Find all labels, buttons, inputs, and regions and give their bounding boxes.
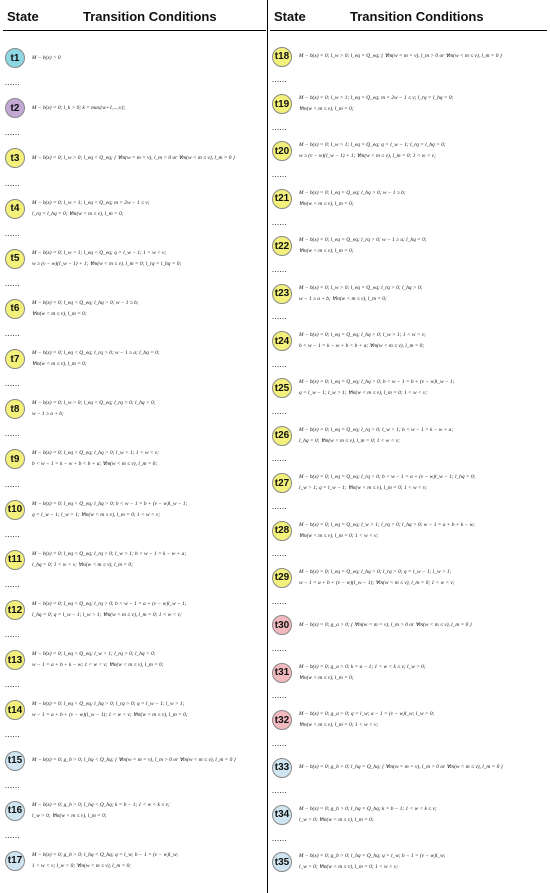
state-row-t12 xyxy=(3,588,266,638)
condition-line: M − b(x) = 0; l_eq < Q_eq; l_hq > 0; l_w > 1; 1 < w < v; xyxy=(32,450,159,457)
condition-line: M − b(x) = 0; l_eq < Q_eq; l_rq > 0; w − 1 ≥ a; l_hq = 0; xyxy=(32,350,160,357)
condition-line: M − b(x) = 0; l_eq < Q_eq; l_hq > 0; w − 1 ≥ b; xyxy=(32,299,139,306)
state-row-t26 xyxy=(270,415,547,462)
row-separator-dots: ...... xyxy=(272,407,287,417)
condition-line: M − b(x) = 0; g_b > 0; l_hq = Q_hq; q = l_w; b − 1 = (v − w)l_w; xyxy=(299,853,446,860)
row-separator-dots: ...... xyxy=(272,217,287,227)
row-separator-dots: ...... xyxy=(272,75,287,85)
condition-line: M − b(x) = 0; g_b > 0; l_hq = Q_hq; k = b − 1; 1 < w < k ≤ v; xyxy=(299,805,437,812)
state-row-t6 xyxy=(3,287,266,337)
state-row-t32 xyxy=(270,699,547,746)
state-badge: t14 xyxy=(5,700,25,720)
condition-line: ∀m(w < m ≤ v), l_m = 0; xyxy=(299,200,354,207)
row-separator-dots: ...... xyxy=(5,429,20,439)
condition-line: M − b(x) = 0; l_eq = Q_eq; l_hq > 0; w − 1 ≥ b; xyxy=(299,189,406,196)
condition-line: M − b(x) = 0; l_eq < Q_eq; l_hq > 0; b < w − 1 = b + (v − w)l_w − 1; xyxy=(32,500,188,507)
condition-line: M − b(x) = 0; l_w > 1; l_eq < Q_eq; q = l_w − 1; 1 < w < v; xyxy=(32,249,167,256)
condition-line: ∀m(w < m ≤ v), l_m = 0; xyxy=(299,248,354,255)
state-badge: t25 xyxy=(272,378,292,398)
row-separator-dots: ...... xyxy=(5,830,20,840)
left-header xyxy=(3,0,266,30)
condition-line: ∀m(w < m ≤ v), l_m = 0; xyxy=(32,310,87,317)
state-badge: t18 xyxy=(272,47,292,67)
condition-line: M − b(x) = 0; l_eq = Q_eq; l_rq > 0; b < w − 1 = a + (v − w)l_w − 1; l_hq = 0; xyxy=(299,474,476,481)
condition-line: l_w > 0; ∀m(w < m ≤ v), l_m = 0; 1 < w < v; xyxy=(299,864,399,871)
column-divider xyxy=(267,0,268,893)
state-badge: t17 xyxy=(5,851,25,871)
state-badge: t16 xyxy=(5,801,25,821)
state-row-t35 xyxy=(270,842,547,889)
state-row-t4 xyxy=(3,187,266,237)
state-row-t29 xyxy=(270,557,547,604)
condition-line: M − b(x) = 0; g_b > 0; l_hq < Q_hq; k = b − 1; 1 < w < k ≤ v; xyxy=(32,801,170,808)
condition-line: w ≥ (v − w)(l_w − 1) + 1; ∀m(w < m ≤ v), l_m = 0; l_rq = l_hq = 0; xyxy=(32,260,182,267)
state-badge: t30 xyxy=(272,615,292,635)
state-badge: t19 xyxy=(272,94,292,114)
row-separator-dots: ...... xyxy=(5,680,20,690)
state-row-t14 xyxy=(3,688,266,738)
state-row-t24 xyxy=(270,320,547,367)
condition-line: M − b(x) = 0; g_b > 0; l_hq < Q_hq; { ∀m(w = m = v), l_m > 0 or ∀m(w < m ≤ v), l_m = 0 } xyxy=(32,757,236,764)
condition-line: M − b(x) = 0; g_b > 0; l_hq < Q_hq; q = l_w; b − 1 = (v − w)l_w; xyxy=(32,851,179,858)
condition-line: w − 1 ≥ a + b; ∀m(w < m ≤ v), l_m = 0; xyxy=(299,295,387,302)
state-badge: t6 xyxy=(5,299,25,319)
right-conditions-header: Transition Conditions xyxy=(350,9,484,24)
row-separator-dots: ...... xyxy=(5,780,20,790)
state-row-t2 xyxy=(3,86,266,136)
condition-line: ∀m(w < m ≤ v), l_m = 0; xyxy=(299,674,354,681)
condition-line: M − b(x) = 0; l_eq = Q_eq; l_rq > 0; w − 1 ≥ a; l_hq = 0; xyxy=(299,237,427,244)
condition-line: M − b(x) = 0; l_w > 1; l_eq = Q_eq; q = l_w − 1; l_rq = l_hq = 0; xyxy=(299,142,446,149)
condition-line: M − b(x) = 0; l_k > 0; k = max{w+1,...,v}; xyxy=(32,104,126,111)
row-separator-dots: ...... xyxy=(272,644,287,654)
state-row-t22 xyxy=(270,226,547,273)
row-separator-dots: ...... xyxy=(272,454,287,464)
state-row-t28 xyxy=(270,510,547,557)
state-badge: t21 xyxy=(272,189,292,209)
state-badge: t27 xyxy=(272,473,292,493)
condition-line: M − b(x) = 0; l_eq < Q_eq; l_w > 1; l_rq > 0; l_hq > 0; xyxy=(32,651,156,658)
header-rule xyxy=(270,30,547,31)
state-row-t34 xyxy=(270,794,547,841)
condition-line: ∀m(w < m ≤ v), l_m = 0; xyxy=(299,106,354,113)
row-separator-dots: ...... xyxy=(272,359,287,369)
state-badge: t2 xyxy=(5,98,25,118)
condition-line: M − b(x) = 0; g_b > 0; l_hq = Q_hq; { ∀m(w = m = v), l_m > 0 or ∀m(w < m ≤ v), l_m = 0 } xyxy=(299,764,503,771)
condition-line: M − b(x) = 0; l_eq = Q_eq; l_hq > 0; l_w > 1; 1 < w < v; xyxy=(299,332,426,339)
condition-line: M − b(x) = 0; l_eq = Q_eq; l_hq > 0; b < w − 1 = b + (v − w)l_w − 1; xyxy=(299,379,455,386)
condition-line: w − 1 = a + b + (v − w)(l_w − 1); ∀m(w < m ≤ v), l_m = 0; 1 < w < v; xyxy=(299,579,455,586)
row-separator-dots: ...... xyxy=(5,228,20,238)
condition-line: l_w > 0; ∀m(w < m ≤ v), l_m = 0; xyxy=(32,812,107,819)
state-row-t3 xyxy=(3,136,266,186)
condition-line: ∀m(w < m ≤ v), l_m = 0; xyxy=(32,361,87,368)
state-badge: t22 xyxy=(272,236,292,256)
state-badge: t3 xyxy=(5,148,25,168)
state-badge: t8 xyxy=(5,399,25,419)
condition-line: w − 1 = a + b + k − w; 1 < w < v; ∀m(w < m ≤ v), l_m = 0; xyxy=(32,662,164,669)
row-separator-dots: ...... xyxy=(272,549,287,559)
row-separator-dots: ...... xyxy=(5,529,20,539)
condition-line: q = l_w − 1; l_w > 1; ∀m(w < m ≤ v), l_m = 0; 1 < w < v; xyxy=(299,390,428,397)
condition-line: M − b(x) = 0; l_eq < Q_eq; l_rq > 0; b < w − 1 = a + (v − w)l_w − 1; xyxy=(32,601,187,608)
state-badge: t32 xyxy=(272,710,292,730)
condition-line: M − b(x) = 0; l_w > 0; l_eq = Q_eq; { ∀m(w = m = v), l_m > 0 or ∀m(w < m ≤ v), l_m = 0 } xyxy=(299,53,502,60)
row-separator-dots: ...... xyxy=(5,730,20,740)
condition-line: l_w > 1; q = l_w − 1; ∀m(w < m ≤ v), l_m = 0; 1 < w < v; xyxy=(299,485,428,492)
condition-line: l_hq = 0; 1 < w < v; ∀m(w < m ≤ v), l_m = 0; xyxy=(32,561,133,568)
state-row-t15 xyxy=(3,738,266,788)
condition-line: M − b(x) = 0; g_a > 0; { ∀m(w = m = v), l_m > 0 or ∀m(w < m ≤ v), l_m = 0 } xyxy=(299,621,472,628)
state-row-t13 xyxy=(3,638,266,688)
condition-line: 1 < w < v; l_w > 0; ∀m(w < m ≤ v), l_m = 0; xyxy=(32,862,132,869)
row-separator-dots: ...... xyxy=(5,329,20,339)
state-badge: t28 xyxy=(272,521,292,541)
condition-line: M − b(x) = 0; l_eq = Q_eq; l_hq > 0; l_rq > 0; q = l_w − 1; l_w > 1; xyxy=(299,568,452,575)
state-badge: t15 xyxy=(5,751,25,771)
state-row-t30 xyxy=(270,605,547,652)
state-row-t1 xyxy=(3,36,266,86)
state-badge: t4 xyxy=(5,199,25,219)
state-badge: t35 xyxy=(272,852,292,872)
condition-line: q = l_w − 1; l_w > 1; ∀m(w < m ≤ v), l_m = 0; 1 < w < v; xyxy=(32,511,161,518)
condition-line: M − b(x) = 0; l_w > 1; l_eq = Q_eq; m = 2w − 1 ≤ v; l_rq = l_hq = 0; xyxy=(299,95,454,102)
state-row-t18 xyxy=(270,36,547,83)
condition-line: l_rq = l_hq = 0; ∀m(w < m ≤ v), l_m = 0; xyxy=(32,210,124,217)
right-header xyxy=(270,0,547,30)
row-separator-dots: ...... xyxy=(5,178,20,188)
right-state-header: State xyxy=(274,9,306,24)
condition-line: ∀m(w < m ≤ v), l_m = 0; 1 < w < v; xyxy=(299,532,379,539)
row-separator-dots: ...... xyxy=(5,128,20,138)
condition-line: M − b(x) = 0; l_w > 0; l_eq < Q_eq; { ∀m(w = m = v), l_m > 0 or ∀m(w < m ≤ v), l_m = 0 } xyxy=(32,154,235,161)
condition-line: M − b(x) = 0; l_eq < Q_eq; l_rq > 0; l_w > 1; b < w − 1 = k − w + a; xyxy=(32,550,187,557)
state-row-t21 xyxy=(270,178,547,225)
row-separator-dots: ...... xyxy=(272,786,287,796)
condition-line: M − b(x) = 0; l_eq = Q_eq; l_rq > 0; l_w > 1; b < w − 1 = k − w + a; xyxy=(299,426,454,433)
row-separator-dots: ...... xyxy=(272,596,287,606)
state-badge: t10 xyxy=(5,500,25,520)
right-column xyxy=(270,0,547,871)
row-separator-dots: ...... xyxy=(272,833,287,843)
row-separator-dots: ...... xyxy=(272,691,287,701)
condition-line: l_hq = 0; ∀m(w < m ≤ v), l_m = 0; 1 < w < v; xyxy=(299,437,400,444)
state-badge: t23 xyxy=(272,284,292,304)
condition-line: ∀m(w < m ≤ v), l_m = 0; 1 < w < v; xyxy=(299,722,379,729)
row-separator-dots: ...... xyxy=(272,501,287,511)
header-rule xyxy=(3,30,266,31)
condition-line: M − b(x) = 0; g_a > 0; q = l_w; a − 1 = (v − w)l_w; l_w > 0; xyxy=(299,711,435,718)
state-badge: t34 xyxy=(272,805,292,825)
row-separator-dots: ...... xyxy=(5,278,20,288)
row-separator-dots: ...... xyxy=(272,170,287,180)
condition-line: M − b(x) = 0; l_w > 1; l_eq < Q_eq; m = 2w − 1 ≤ v; xyxy=(32,199,150,206)
left-state-header: State xyxy=(7,9,39,24)
condition-line: w − 1 = a + b + (v − w)(l_w − 1); 1 < w < v; ∀m(w < m ≤ v), l_m = 0; xyxy=(32,712,188,719)
state-row-t5 xyxy=(3,237,266,287)
row-separator-dots: ...... xyxy=(272,312,287,322)
row-separator-dots: ...... xyxy=(272,122,287,132)
state-row-t33 xyxy=(270,747,547,794)
condition-line: M − b(x) = 0; l_eq = Q_eq; l_w > 1; l_rq > 0; l_hq > 0; w − 1 = a + b + k − w; xyxy=(299,521,475,528)
state-badge: t31 xyxy=(272,663,292,683)
state-row-t10 xyxy=(3,488,266,538)
state-badge: t9 xyxy=(5,449,25,469)
row-separator-dots: ...... xyxy=(5,78,20,88)
condition-line: l_hq = 0; q = l_w − 1; l_w > 1; ∀m(w < m ≤ v), l_m = 0; 1 < w < v; xyxy=(32,612,182,619)
state-row-t7 xyxy=(3,337,266,387)
condition-line: M − b(x) = 0; g_a > 0; k = a − 1; 1 < w < k ≤ v; l_w > 0; xyxy=(299,663,426,670)
state-badge: t12 xyxy=(5,600,25,620)
state-row-t11 xyxy=(3,538,266,588)
condition-line: b < w − 1 = k − w + b < b + a; ∀m(w < m ≤ v), l_m = 0; xyxy=(32,461,158,468)
state-row-t25 xyxy=(270,368,547,415)
state-row-t19 xyxy=(270,83,547,130)
left-conditions-header: Transition Conditions xyxy=(83,9,217,24)
condition-line: w ≥ (v − w)(l_w − 1) + 1; ∀m(w < m ≤ v), l_m = 0; 1 < w < v; xyxy=(299,153,436,160)
state-row-t8 xyxy=(3,387,266,437)
condition-line: M − b(x) > 0 xyxy=(32,54,61,61)
state-badge: t24 xyxy=(272,331,292,351)
condition-line: b < w − 1 = k − w + b < b + a; ∀m(w < m ≤ v), l_m = 0; xyxy=(299,343,425,350)
state-badge: t29 xyxy=(272,568,292,588)
row-separator-dots: ...... xyxy=(5,379,20,389)
state-badge: t26 xyxy=(272,426,292,446)
state-badge: t20 xyxy=(272,141,292,161)
state-row-t17 xyxy=(3,839,266,889)
state-row-t9 xyxy=(3,437,266,487)
state-row-t16 xyxy=(3,789,266,839)
condition-line: w − 1 ≥ a + b; xyxy=(32,411,64,418)
state-badge: t13 xyxy=(5,650,25,670)
state-row-t27 xyxy=(270,463,547,510)
state-badge: t33 xyxy=(272,758,292,778)
condition-line: M − b(x) = 0; l_w > 0; l_eq = Q_eq; l_rq > 0; l_hq > 0; xyxy=(299,284,423,291)
state-row-t23 xyxy=(270,273,547,320)
state-row-t31 xyxy=(270,652,547,699)
state-badge: t5 xyxy=(5,249,25,269)
condition-line: M − b(x) = 0; l_eq < Q_eq; l_hq > 0; l_rq > 0; q = l_w − 1; l_w > 1; xyxy=(32,701,185,708)
row-separator-dots: ...... xyxy=(272,264,287,274)
condition-line: l_w > 0; ∀m(w < m ≤ v), l_m = 0; xyxy=(299,816,374,823)
state-row-t20 xyxy=(270,131,547,178)
state-badge: t7 xyxy=(5,349,25,369)
state-badge: t11 xyxy=(5,550,25,570)
row-separator-dots: ...... xyxy=(272,738,287,748)
row-separator-dots: ...... xyxy=(5,479,20,489)
row-separator-dots: ...... xyxy=(5,579,20,589)
state-badge: t1 xyxy=(5,48,25,68)
row-separator-dots: ...... xyxy=(5,630,20,640)
condition-line: M − b(x) = 0; l_w > 0; l_eq < Q_eq; l_rq > 0; l_hq > 0; xyxy=(32,400,156,407)
left-column xyxy=(3,0,266,869)
